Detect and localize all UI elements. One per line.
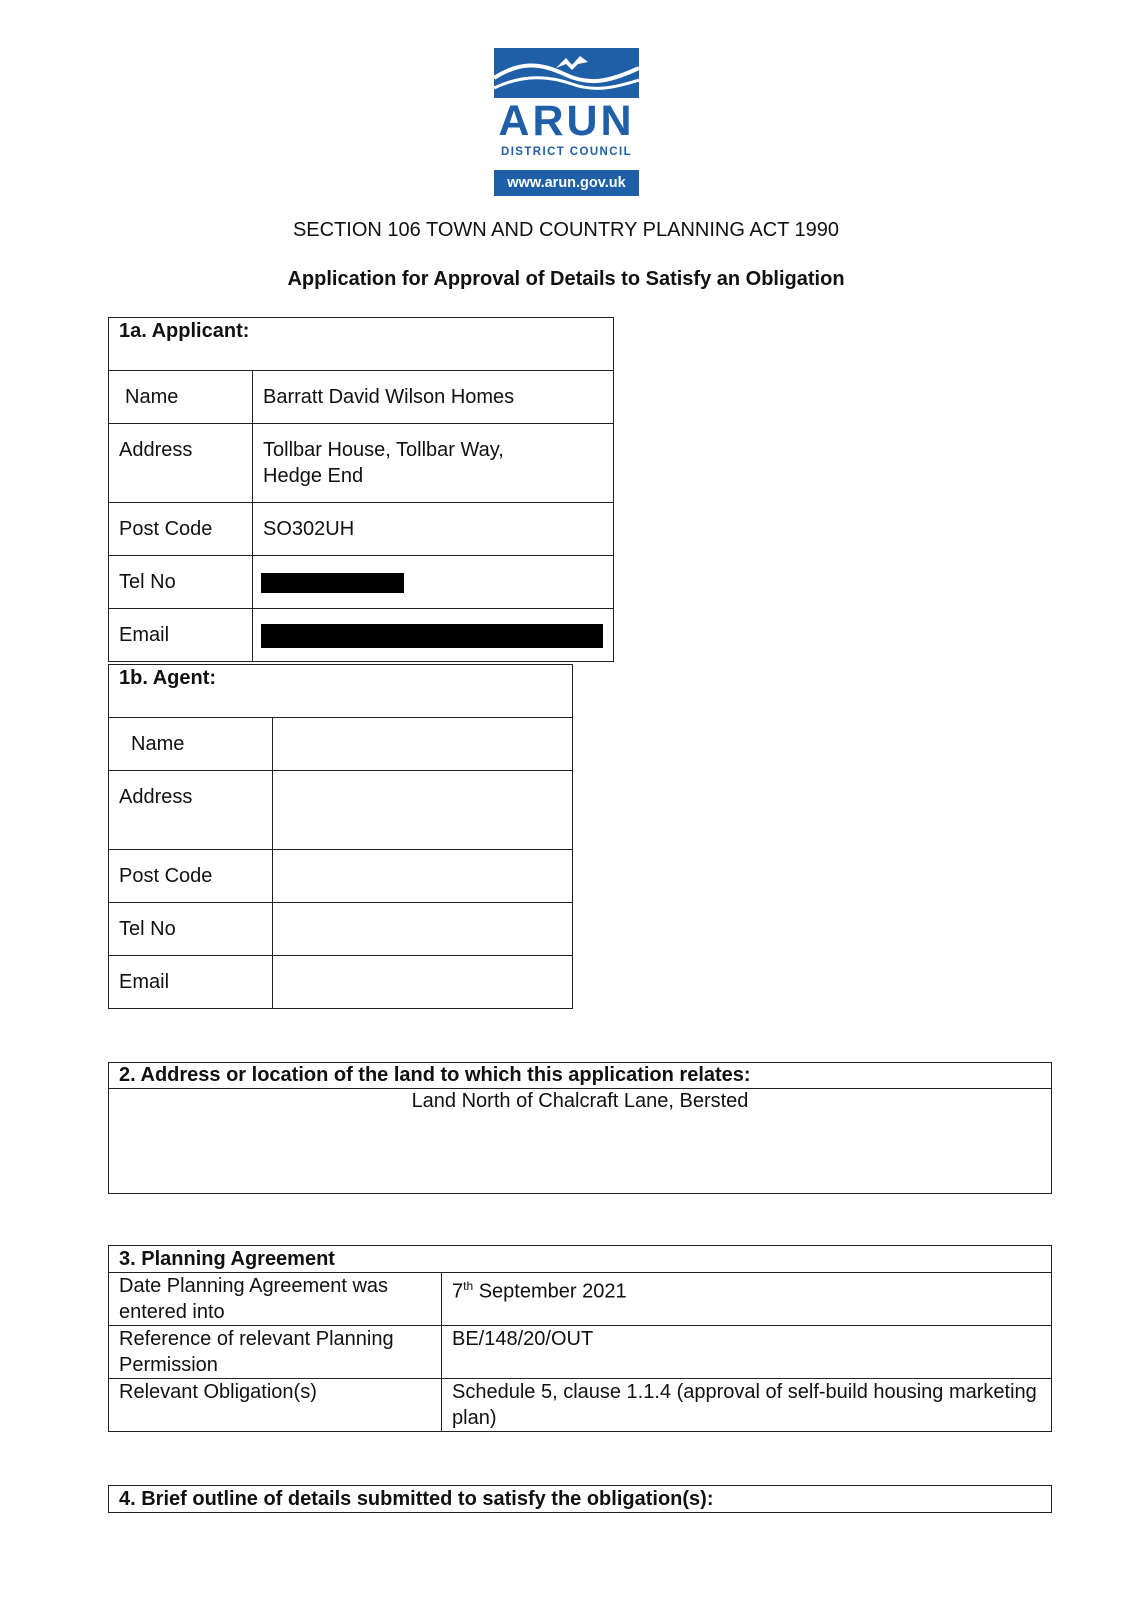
arun-council-logo	[494, 48, 639, 196]
applicant-address-label: Address	[109, 424, 253, 503]
table-row	[109, 1326, 1052, 1379]
applicant-postcode-value: SO302UH	[253, 503, 614, 556]
agent-address-value	[273, 771, 573, 850]
agent-name-label: Name	[109, 718, 273, 771]
planning-agreement-table	[108, 1245, 1052, 1432]
applicant-address-line1: Tollbar House, Tollbar Way,	[263, 439, 504, 461]
logo-subtitle: DISTRICT COUNCIL	[500, 146, 632, 158]
permission-reference-value: BE/148/20/OUT	[442, 1326, 1052, 1379]
table-row	[109, 1379, 1052, 1432]
applicant-postcode-label: Post Code	[109, 503, 253, 556]
agreement-date-label: Date Planning Agreement was entered into	[109, 1273, 442, 1326]
land-value: Land North of Chalcraft Lane, Bersted	[109, 1089, 1052, 1194]
agreement-date-rest: September 2021	[473, 1280, 627, 1303]
form-title: Application for Approval of Details to Satisfy an Obligation	[287, 268, 845, 290]
logo-wave-banner	[494, 48, 639, 98]
land-heading: 2. Address or location of the land to which this application relates:	[109, 1063, 1052, 1089]
table-row	[109, 1273, 1052, 1326]
applicant-heading: 1a. Applicant:	[109, 318, 614, 371]
applicant-email-label: Email	[109, 609, 253, 662]
applicant-tel-label: Tel No	[109, 556, 253, 609]
applicant-email-value	[253, 609, 614, 662]
agent-tel-value	[273, 903, 573, 956]
agreement-date-value	[442, 1273, 1052, 1326]
table-row	[109, 771, 573, 850]
table-row	[109, 371, 614, 424]
table-row	[109, 903, 573, 956]
table-row	[109, 556, 614, 609]
applicant-address-value	[253, 424, 614, 503]
agent-email-label: Email	[109, 956, 273, 1009]
applicant-name-value: Barratt David Wilson Homes	[253, 371, 614, 424]
table-row	[109, 850, 573, 903]
table-row	[109, 609, 614, 662]
act-title: SECTION 106 TOWN AND COUNTRY PLANNING ACT 1990	[292, 219, 840, 241]
redaction-bar	[261, 624, 603, 648]
applicant-table	[108, 317, 614, 662]
agent-postcode-label: Post Code	[109, 850, 273, 903]
table-row	[109, 503, 614, 556]
table-row	[109, 424, 614, 503]
land-table	[108, 1062, 1052, 1194]
permission-reference-label: Reference of relevant Planning Permission	[109, 1326, 442, 1379]
planning-agreement-heading: 3. Planning Agreement	[109, 1246, 1052, 1273]
relevant-obligations-label: Relevant Obligation(s)	[109, 1379, 442, 1432]
agent-tel-label: Tel No	[109, 903, 273, 956]
redaction-bar	[261, 573, 404, 593]
agent-address-label: Address	[109, 771, 273, 850]
applicant-name-label: Name	[109, 371, 253, 424]
agent-postcode-value	[273, 850, 573, 903]
logo-name: ARUN	[498, 97, 635, 145]
outline-heading: 4. Brief outline of details submitted to satisfy the obligation(s):	[109, 1486, 1052, 1513]
agent-heading: 1b. Agent:	[109, 665, 573, 718]
agreement-date-day: 7	[452, 1280, 464, 1303]
table-row	[109, 956, 573, 1009]
agreement-date-suffix: th	[463, 1279, 474, 1293]
agent-table	[108, 664, 573, 1009]
outline-table	[108, 1485, 1052, 1513]
logo-website: www.arun.gov.uk	[494, 170, 639, 196]
seagull-wave-icon	[494, 48, 639, 98]
agent-name-value	[273, 718, 573, 771]
table-row	[109, 718, 573, 771]
relevant-obligations-value: Schedule 5, clause 1.1.4 (approval of self-build housing marketing plan)	[442, 1379, 1052, 1432]
applicant-tel-value	[253, 556, 614, 609]
agent-email-value	[273, 956, 573, 1009]
applicant-address-line2: Hedge End	[263, 465, 364, 487]
